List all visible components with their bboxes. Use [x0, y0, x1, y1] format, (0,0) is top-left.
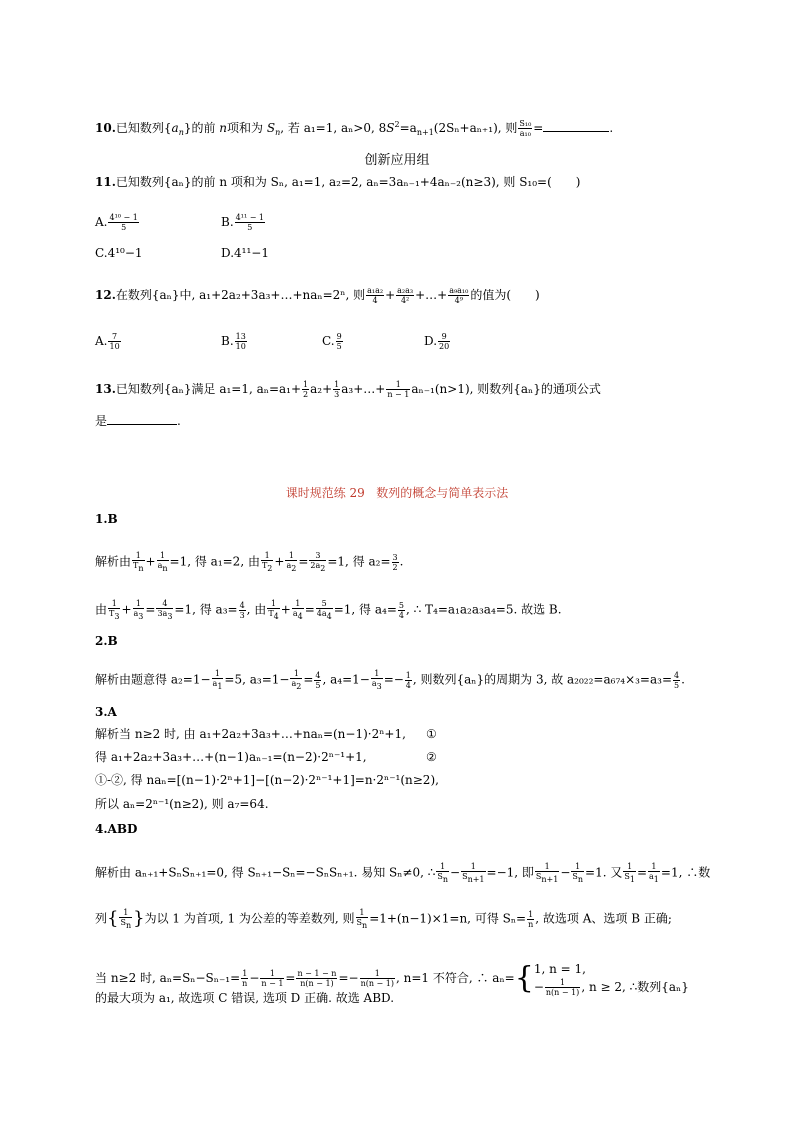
problem-number: 13.	[95, 382, 116, 396]
problem-number: 10.	[95, 121, 116, 135]
answer-1-line2: 由 $\frac{1}{T3}$ + $\frac{1}{a3}$ = $\frac{4}{3a3}$ =1, 得 a₃= $\frac{4}{3}$ , 由 $\frac{1}{T4}$ + $\frac{1}{a4}$ = $\frac{5}{4a4}$ =1, 得 a₄= $\frac{5}{4}$ , ∴ T₄=a₁a₂a₃a₄=5. 故选 B.	[95, 599, 562, 621]
fraction	[438, 332, 450, 351]
text: , 得 a₂=	[345, 554, 391, 569]
text: n	[178, 128, 184, 137]
text: , n ≥ 2, ∴数列{aₙ}	[581, 980, 689, 994]
answer-3-head: 3.A	[95, 705, 117, 719]
answer-blank[interactable]	[543, 121, 609, 132]
text: a	[171, 121, 179, 135]
text: 3	[334, 390, 340, 399]
text: 1, n = 1,	[533, 962, 586, 976]
text: 已知数列{aₙ}满足 a₁=1, aₙ=a₁+	[115, 382, 302, 396]
fraction	[386, 380, 410, 399]
fraction	[235, 332, 247, 351]
text: , 由	[246, 602, 267, 617]
text: 3	[392, 552, 398, 562]
fraction	[448, 286, 469, 305]
text: 解析当 n≥2 时, 由 a₁+2a₂+3a₃+…+naₙ=(n−1)·2ⁿ+1,	[95, 727, 406, 741]
text: n	[219, 121, 228, 135]
text: =	[533, 121, 544, 135]
text: n	[275, 128, 281, 137]
text: 20	[439, 342, 450, 351]
text: , a₄=1−	[322, 672, 370, 687]
text: C.	[322, 334, 335, 348]
text: 10	[109, 342, 120, 351]
text: 解析由 aₙ₊₁+SₙSₙ₊₁=0, 得 Sₙ₊₁−Sₙ=−SₙSₙ₊₁. 易知 Sₙ≠0, ∴	[95, 865, 436, 880]
option-c[interactable]: C.4¹⁰−1	[95, 246, 143, 260]
fraction	[235, 213, 265, 232]
text: 7	[108, 332, 120, 342]
text: 4	[372, 296, 378, 305]
text: 4¹¹ − 1	[235, 213, 265, 222]
text: .	[609, 121, 614, 135]
text: a₂+	[310, 382, 333, 396]
option-b[interactable]	[221, 213, 266, 232]
text: 课时规范练 29	[285, 486, 365, 500]
text: A.	[95, 334, 108, 348]
text: 10	[235, 342, 246, 351]
text: , 得 a₃=	[192, 602, 238, 617]
answer-1-line1: 解析由 $\frac{1}{Tn}$ + $\frac{1}{an}$ =1, 得 a₁=2, 由 $\frac{1}{T2}$ + $\frac{1}{a2}$ = $\frac{3}{2a2}$ =1, 得 a₂= $\frac{3}{2}$ .	[95, 551, 404, 573]
text: =−1, 即	[486, 865, 534, 880]
text: 已知数列{	[115, 121, 172, 135]
text: 9	[336, 332, 342, 341]
text: , 得 a₁=2, 由	[187, 554, 260, 569]
text: 5	[336, 342, 342, 351]
text: . 又	[602, 865, 623, 880]
text: a₂a₃	[397, 286, 414, 295]
answer-section-title	[0, 484, 794, 501]
frac-num: S₁₀	[519, 119, 532, 128]
problem-10: 10.已知数列$\{a_n\}$的前 n项和为 $S_n$, 若 a₁=1, aₙ>0, $8S^2=a_{n+1}(2S_n+a_{n+1})$, 则 $\frac{\text{S₁₀}}{\text{a₁₀}}$ = .	[95, 119, 614, 138]
text: 1	[334, 380, 340, 389]
text: .	[681, 672, 685, 687]
text: 4¹⁰ − 1	[109, 213, 138, 222]
text: B.	[221, 215, 234, 229]
text: 2	[392, 562, 398, 572]
fraction	[302, 380, 309, 399]
problem-13-line2: 是 .	[95, 414, 181, 428]
problem-number: 12.	[95, 288, 116, 302]
answer-2-head: 2.B	[95, 634, 118, 648]
text: 5	[247, 223, 253, 232]
text: S	[266, 121, 276, 135]
text: =1, ∴数	[660, 865, 711, 880]
answer-blank[interactable]	[107, 414, 177, 425]
text: , 故选项 A、选项 B 正确;	[535, 911, 672, 926]
fraction	[108, 213, 138, 232]
option-b[interactable]	[221, 332, 248, 351]
section-title: 创新应用组	[364, 153, 430, 168]
answer-4-line4: 的最大项为 a₁, 故选项 C 错误, 选项 D 正确. 故选 ABD.	[95, 991, 395, 1005]
text: a₉a₁₀	[449, 286, 469, 295]
text: 1	[303, 380, 309, 389]
text: 解析由	[95, 554, 132, 569]
text: =−	[383, 672, 404, 687]
answer-4-line2: 列{ $\frac{1}{Sn}$ }为以 1 为首项, 1 为公差的等差数列, 则 $\frac{1}{Sn}$ =1+(n−1)×1=n, 可得 Sₙ= $\frac{1}{n}$ , 故选项 A、选项 B 正确;	[95, 908, 672, 930]
option-c[interactable]	[322, 332, 344, 351]
fraction	[108, 332, 120, 351]
answer-3-line3: ①-②, 得 naₙ=[(n−1)·2ⁿ+1]−[(n−2)·2ⁿ⁻¹+1]=n·2ⁿ⁻¹(n≥2),	[95, 773, 439, 787]
text: 解析由题意得 a₂=1−	[95, 672, 211, 687]
answer-3-line4: 所以 aₙ=2ⁿ⁻¹(n≥2), 则 a₇=64.	[95, 797, 269, 811]
text: , 则数列{aₙ}的周期为 3, 故 a₂₀₂₂=a₆₇₄×₃=a₃=	[412, 672, 673, 687]
text: D.	[424, 334, 438, 348]
text: 5	[121, 223, 127, 232]
text: =5, a₃=1−	[224, 672, 290, 687]
text: 数列的概念与简单表示法	[376, 486, 509, 500]
text: 由	[95, 602, 108, 617]
answer-4-head: 4.ABD	[95, 822, 138, 836]
problem-11	[95, 174, 580, 190]
text: 得 a₁+2a₂+3a₃+…+(n−1)aₙ₋₁=(n−2)·2ⁿ⁻¹+1,	[95, 750, 367, 764]
text: (2Sₙ+aₙ₊₁), 则	[433, 121, 518, 135]
text: 是	[95, 414, 108, 428]
text: B.	[221, 334, 234, 348]
answer-4-line1: 解析由 aₙ₊₁+SₙSₙ₊₁=0, 得 Sₙ₊₁−Sₙ=−SₙSₙ₊₁. 易知 Sₙ≠0, ∴ $\frac{1}{Sn}$ − $\frac{1}{Sn+1}$ =−1, 即 $\frac{1}{Sn+1}$ − $\frac{1}{Sn}$ =1. 又 $\frac{1}{S1}$ = $\frac{1}{a1}$ =1, ∴数	[95, 862, 711, 884]
text: 4²	[400, 296, 410, 305]
option-a[interactable]	[95, 332, 122, 351]
problem-12: 12.在数列{aₙ}中, a₁+2a₂+3a₃+…+naₙ=2ⁿ, 则 $\frac{\text{a₁a₂}}{4}$ + $\frac{\text{a₂a₃}}{\text{4²}}$ +…+ $\frac{\text{a₉a₁₀}}{\text{4⁹}}$ 的值为( )	[95, 286, 540, 305]
text: 9	[438, 332, 450, 342]
option-a[interactable]	[95, 213, 140, 232]
text: =	[303, 672, 314, 687]
text: 的值为( )	[470, 288, 540, 302]
text: a₁a₂	[367, 286, 384, 295]
answer-3-line2	[95, 749, 367, 765]
equation-marker-2: ②	[426, 750, 437, 764]
problem-13	[95, 380, 601, 399]
fraction	[518, 119, 532, 138]
equation-marker-1: ①	[426, 727, 437, 741]
problem-text: 已知数列{aₙ}的前 n 项和为 Sₙ, a₁=1, a₂=2, aₙ=3aₙ₋₁+4aₙ₋₂(n≥3), 则 S₁₀=( )	[115, 175, 581, 189]
fraction	[366, 286, 384, 305]
text: A.	[95, 215, 108, 229]
text: aₙ₋₁(n>1), 则数列{aₙ}的通项公式	[411, 382, 601, 396]
answer-3-line1	[95, 726, 406, 742]
text: , n=1 不符合, ∴ aₙ=	[396, 971, 515, 985]
answer-4-line3: 当 n≥2 时, aₙ=Sₙ−Sₙ₋₁= $\frac{1}{n}$ − $\frac{1}{n - 1}$ = $\frac{n - 1 - n}{n(n - 1)}$ =− $\frac{1}{n(n - 1)}$ , n=1 不符合, ∴ aₙ={ 1, n = 1, − $\frac{1}{n(n - 1)}$ , n ≥ 2, ∴数列{aₙ}	[95, 960, 689, 997]
text: 4⁹	[454, 296, 463, 305]
answer-1-head: 1.B	[95, 512, 118, 526]
text: 列	[95, 911, 108, 926]
text: =1+(n−1)×1=n, 可得 Sₙ=	[369, 911, 527, 926]
text: , 得 a₄=	[351, 602, 397, 617]
text: 2	[303, 390, 309, 399]
answer-2-line1: 解析由题意得 a₂=1− $\frac{1}{a1}$ =5, a₃=1− $\frac{1}{a2}$ = $\frac{4}{5}$ , a₄=1− $\frac{1}{a3}$ =− $\frac{1}{4}$ , 则数列{aₙ}的周期为 3, 故 a₂₀₂₂=a₆₇₄×₃=a₃= $\frac{4}{5}$ .	[95, 669, 685, 691]
text: 1	[386, 380, 410, 390]
text: n − 1	[387, 390, 410, 399]
piecewise-cases: 1, n = 1, − $\frac{1}{n(n - 1)}$ , n ≥ 2, ∴数列{aₙ}	[533, 962, 689, 997]
option-d[interactable]: D.4¹¹−1	[221, 246, 269, 260]
text: 13	[235, 332, 246, 341]
problem-number: 11.	[95, 175, 116, 189]
text: , 若	[280, 121, 304, 135]
fraction	[336, 332, 343, 351]
fraction	[333, 380, 340, 399]
text: 在数列{aₙ}中, a₁+2a₂+3a₃+…+naₙ=2ⁿ, 则	[115, 288, 366, 302]
text: a₁=1, aₙ>0, 8	[303, 121, 387, 135]
text: =a	[399, 121, 417, 135]
text: 当 n≥2 时, aₙ=Sₙ−Sₙ₋₁=	[95, 971, 241, 985]
text: 项和为	[227, 121, 267, 135]
text: 为以 1 为首项, 1 为公差的等差数列, 则	[144, 911, 355, 926]
fraction	[396, 286, 414, 305]
text: a₃+…+	[341, 382, 386, 396]
option-d[interactable]	[424, 332, 451, 351]
frac-den: a₁₀	[519, 129, 531, 138]
text: , ∴ T₄=a₁a₂a₃a₄=5. 故选 B.	[405, 602, 562, 617]
